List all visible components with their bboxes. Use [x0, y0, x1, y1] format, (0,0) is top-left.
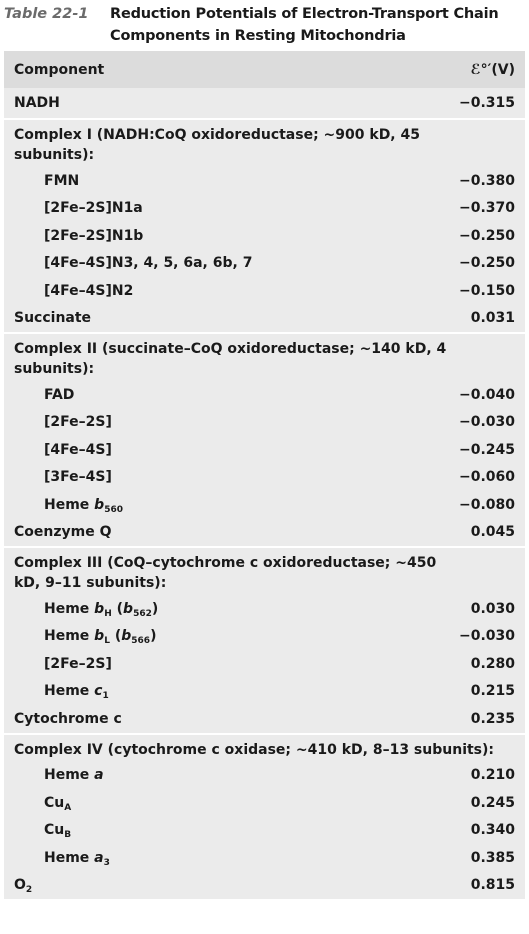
table-number: Table 22-1: [4, 6, 89, 22]
label-italic: b: [94, 628, 105, 645]
label-text: (: [109, 628, 122, 645]
label-text: ): [151, 600, 159, 617]
row-label: [44, 850, 110, 866]
row-value: −0.250: [458, 255, 515, 272]
table-row: [4, 464, 525, 492]
table-row: [4, 844, 525, 872]
row-label: [4Fe–4S]N3, 4, 5, 6a, 6b, 7: [44, 255, 253, 272]
row-value: 0.235: [470, 710, 515, 727]
table-row: [4, 491, 525, 519]
label-italic: b: [94, 496, 105, 513]
row-value: −0.250: [458, 227, 515, 244]
label-text: Heme: [44, 849, 95, 866]
label-text: (: [111, 600, 124, 617]
row-label: FAD: [44, 386, 75, 403]
row-value: −0.080: [458, 496, 515, 513]
table-row: [4, 250, 525, 278]
table-row: [4, 872, 525, 900]
section-title: Complex IV (cytochrome c oxidase; ~410 kD, 8–13 subunits):: [14, 741, 495, 758]
table-row: [4, 277, 525, 305]
row-label: Coenzyme Q: [14, 524, 112, 541]
row-value: −0.380: [458, 172, 515, 189]
row-value: 0.210: [470, 767, 515, 784]
section-title: Complex III (CoQ–cytochrome c oxidoreductase; ~450 kD, 9–11 subunits):: [14, 555, 437, 591]
row-value: −0.030: [458, 628, 515, 645]
label-subscript: 560: [104, 504, 123, 515]
table-row: [4, 195, 525, 223]
row-value: 0.245: [470, 794, 515, 811]
label-subscript: A: [64, 802, 72, 813]
table-row: [4, 789, 525, 817]
label-text: Heme: [44, 600, 95, 617]
row-value: 0.280: [470, 655, 515, 672]
row-value: −0.370: [458, 200, 515, 217]
row-label: [2Fe–2S]: [44, 655, 112, 672]
row-value: −0.245: [458, 441, 515, 458]
row-value: −0.315: [458, 95, 515, 111]
label-text: Cu: [44, 794, 65, 811]
potentials-table: [4, 51, 525, 901]
label-subscript: 2: [25, 885, 33, 896]
label-text: Heme: [44, 683, 95, 700]
table-header: [4, 51, 525, 88]
row-value: 0.340: [470, 822, 515, 839]
section-complex-2: [4, 334, 525, 548]
table-row: [4, 381, 525, 409]
row-label: FMN: [44, 172, 80, 189]
label-text: Cu: [44, 822, 65, 839]
row-label: [44, 497, 123, 513]
row-value: 0.031: [470, 310, 515, 327]
table-row: [4, 88, 525, 118]
row-value: 0.815: [470, 877, 515, 894]
row-label: [4Fe–4S]: [44, 441, 112, 458]
section-complex-3: [4, 548, 525, 735]
table-row: [4, 222, 525, 250]
row-label: [2Fe–2S]N1a: [44, 200, 143, 217]
row-label: NADH: [14, 95, 60, 111]
table-row: [4, 623, 525, 651]
label-italic: a: [94, 849, 104, 866]
row-label: [44, 628, 157, 647]
header-value: ℰ°′(V): [470, 61, 515, 78]
row-label: [44, 795, 71, 811]
row-label: Cytochrome c: [14, 710, 122, 727]
label-subscript: 1: [102, 691, 109, 702]
label-text: Heme: [44, 767, 95, 784]
row-value: 0.030: [470, 600, 515, 617]
row-value: −0.060: [458, 469, 515, 486]
row-label: [44, 822, 72, 841]
label-subscript: L: [104, 636, 110, 647]
label-text: ): [150, 628, 157, 645]
row-value: 0.385: [470, 849, 515, 866]
label-subscript: 562: [133, 608, 152, 619]
label-italic: b: [94, 600, 105, 617]
table-row: [4, 305, 525, 333]
table-row: [4, 167, 525, 195]
row-label: Succinate: [14, 310, 92, 327]
table-row: [4, 436, 525, 464]
section-title: Complex I (NADH:CoQ oxidoreductase; ~900 kD, 45 subunits):: [14, 127, 420, 163]
row-label: [4Fe–4S]N2: [44, 282, 134, 299]
label-subscript: 566: [131, 636, 151, 647]
row-value: 0.045: [470, 524, 515, 541]
label-italic: a: [94, 767, 104, 784]
row-value: −0.030: [458, 414, 515, 431]
row-label: [3Fe–4S]: [44, 469, 112, 486]
label-subscript: 3: [103, 857, 110, 868]
table-row: [4, 817, 525, 845]
row-value: 0.215: [470, 683, 515, 700]
section-nadh: [4, 88, 525, 120]
section-complex-1: [4, 120, 525, 334]
row-label: [2Fe–2S]N1b: [44, 227, 144, 244]
label-subscript: B: [64, 830, 72, 841]
row-label: [14, 877, 33, 896]
section-complex-4: [4, 735, 525, 902]
table-title: [0, 0, 529, 50]
label-italic: b: [121, 628, 132, 645]
table-heading: Reduction Potentials of Electron-Transport Chain Components in Resting Mitochondria: [110, 6, 499, 44]
table-row: [4, 705, 525, 733]
table-row: [4, 595, 525, 623]
row-value: −0.040: [458, 386, 515, 403]
table-row: [4, 409, 525, 437]
label-text: Heme: [44, 496, 95, 513]
row-label: [44, 683, 109, 702]
label-italic: c: [94, 683, 103, 700]
label-subscript: H: [104, 608, 112, 619]
table-row: [4, 678, 525, 706]
table-row: [4, 762, 525, 790]
section-title: Complex II (succinate–CoQ oxidoreductase; ~140 kD, 4 subunits):: [14, 341, 447, 377]
label-text: O: [14, 877, 26, 894]
table-row: [4, 519, 525, 547]
row-label: [44, 767, 104, 783]
label-text: Heme: [44, 628, 95, 645]
row-value: −0.150: [458, 282, 515, 299]
row-label: [2Fe–2S]: [44, 414, 112, 431]
header-component: Component: [14, 61, 105, 78]
label-italic: b: [123, 600, 134, 617]
table-row: [4, 650, 525, 678]
row-label: [44, 601, 158, 617]
